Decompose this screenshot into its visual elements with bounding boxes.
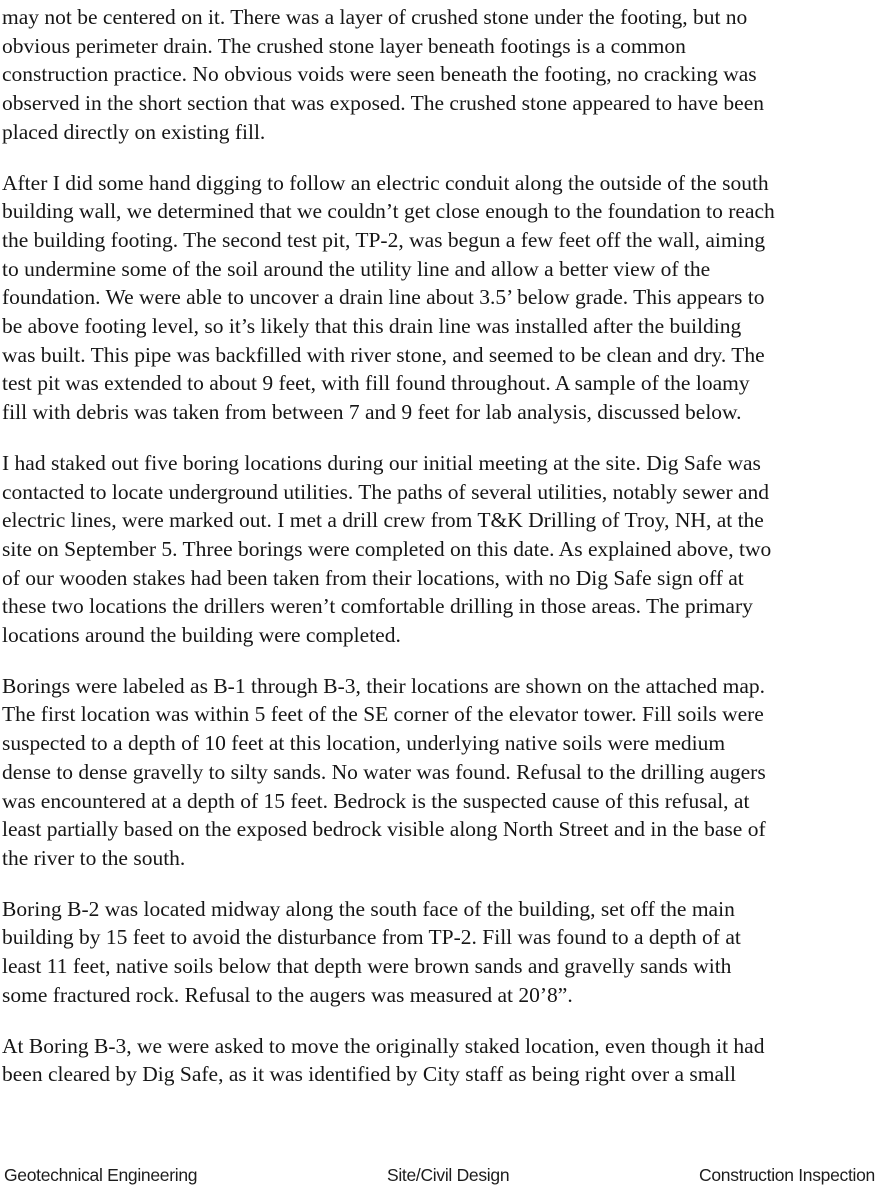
text-line: test pit was extended to about 9 feet, with fill found throughout. A sample of the loamy bbox=[2, 371, 750, 396]
text-line: was built. This pipe was backfilled with river stone, and seemed to be clean and dry. The bbox=[2, 342, 765, 367]
text-line: Borings were labeled as B-1 through B-3, their locations are shown on the attached map. bbox=[2, 673, 766, 698]
text-line: The first location was within 5 feet of the SE corner of the elevator tower. Fill soils were bbox=[2, 702, 764, 727]
paragraph bbox=[2, 895, 880, 1010]
text-line: I had staked out five boring locations during our initial meeting at the site. Dig Safe was bbox=[2, 450, 761, 475]
paragraph bbox=[2, 1032, 880, 1089]
text-line: of our wooden stakes had been taken from their locations, with no Dig Safe sign off at bbox=[2, 565, 744, 590]
text-line: site on September 5. Three borings were completed on this date. As explained above, two bbox=[2, 536, 772, 561]
text-line: may not be centered on it. There was a layer of crushed stone under the footing, but no bbox=[2, 5, 748, 29]
text-line: dense to dense gravelly to silty sands. No water was found. Refusal to the drilling augers bbox=[2, 759, 766, 784]
text-line: building by 15 feet to avoid the disturbance from TP-2. Fill was found to a depth of at bbox=[2, 925, 741, 950]
text-line: fill with debris was taken from between 7 and 9 feet for lab analysis, discussed below. bbox=[2, 400, 742, 425]
text-line: construction practice. No obvious voids were seen beneath the footing, no cracking was bbox=[2, 62, 757, 87]
footer-right-label: Construction Inspection bbox=[699, 1165, 875, 1185]
text-line: been cleared by Dig Safe, as it was identified by City staff as being right over a small bbox=[2, 1062, 736, 1087]
text-line: suspected to a depth of 10 feet at this location, underlying native soils were medium bbox=[2, 731, 726, 756]
text-line: obvious perimeter drain. The crushed stone layer beneath footings is a common bbox=[2, 33, 686, 58]
text-line: electric lines, were marked out. I met a drill crew from T&K Drilling of Troy, NH, at the bbox=[2, 508, 764, 533]
text-line: the river to the south. bbox=[2, 845, 186, 870]
text-line: least 11 feet, native soils below that depth were brown sands and gravelly sands with bbox=[2, 954, 732, 979]
text-line: locations around the building were completed. bbox=[2, 623, 401, 648]
text-line: contacted to locate underground utilities. The paths of several utilities, notably sewer and bbox=[2, 479, 770, 504]
text-line: At Boring B-3, we were asked to move the originally staked location, even though it had bbox=[2, 1033, 765, 1058]
text-line: foundation. We were able to uncover a drain line about 3.5’ below grade. This appears to bbox=[2, 285, 765, 310]
document-body bbox=[2, 3, 880, 1111]
paragraph bbox=[2, 672, 880, 873]
paragraph bbox=[2, 449, 880, 650]
text-line: was encountered at a depth of 15 feet. Bedrock is the suspected cause of this refusal, at bbox=[2, 788, 750, 813]
footer-left-label: Geotechnical Engineering bbox=[4, 1165, 198, 1185]
text-line: least partially based on the exposed bedrock visible along North Street and in the base of bbox=[2, 817, 766, 842]
text-line: observed in the short section that was exposed. The crushed stone appeared to have been bbox=[2, 91, 765, 116]
text-line: be above footing level, so it’s likely that this drain line was installed after the building bbox=[2, 314, 742, 339]
text-line: building wall, we determined that we couldn’t get close enough to the foundation to reach bbox=[2, 199, 775, 224]
paragraph bbox=[2, 169, 880, 427]
text-line: these two locations the drillers weren’t comfortable drilling in those areas. The primary bbox=[2, 594, 753, 619]
text-line: to undermine some of the soil around the utility line and allow a better view of the bbox=[2, 256, 711, 281]
footer-center-label: Site/Civil Design bbox=[386, 1165, 510, 1185]
paragraph bbox=[2, 3, 880, 147]
text-line: some fractured rock. Refusal to the augers was measured at 20’8”. bbox=[2, 982, 573, 1007]
text-line: After I did some hand digging to follow an electric conduit along the outside of the south bbox=[2, 170, 769, 195]
text-line: placed directly on existing fill. bbox=[2, 119, 266, 144]
text-line: the building footing. The second test pit, TP-2, was begun a few feet off the wall, aiming bbox=[2, 227, 766, 252]
text-line: Boring B-2 was located midway along the south face of the building, set off the main bbox=[2, 896, 735, 921]
page-footer bbox=[0, 1165, 880, 1186]
